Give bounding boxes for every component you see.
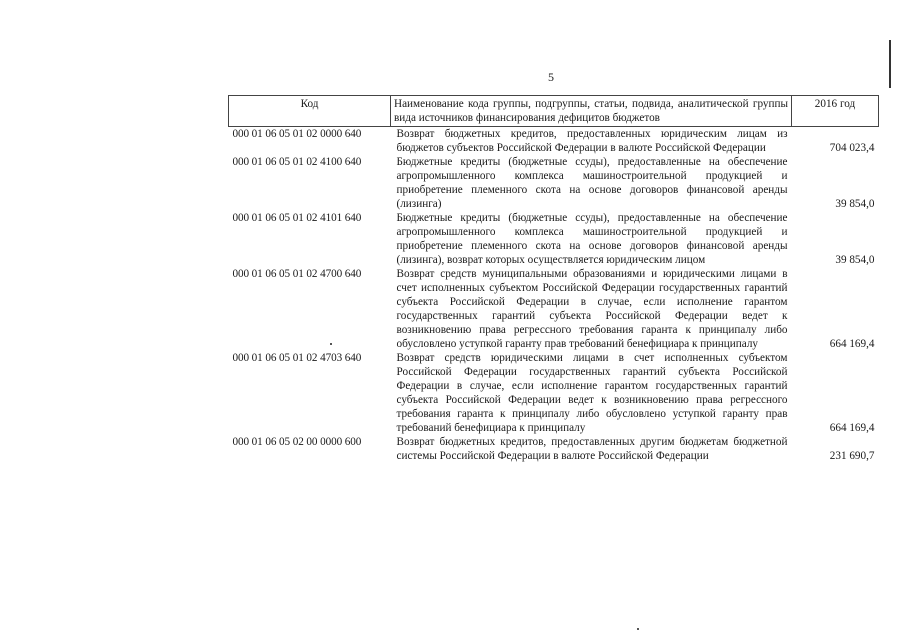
table-header-row — [229, 96, 879, 127]
row-name: Бюджетные кредиты (бюджетные ссуды), предоставленные на обеспечение агропромышленного комплекса машиностроительной продукцией и приобретение племенного скота на основе договоров финансовой аренды (лизинга), возврат которых осуществляется юридическим лицом — [396, 212, 788, 266]
row-code: 000 01 06 05 01 02 4100 640 — [232, 156, 362, 168]
table-row — [229, 267, 879, 351]
page-number: 5 — [548, 70, 554, 84]
row-code: 000 01 06 05 01 02 4703 640 — [232, 352, 362, 364]
row-code: 000 01 06 05 01 02 4101 640 — [232, 212, 362, 224]
budget-sources-table — [228, 95, 879, 463]
scan-speck — [637, 628, 639, 630]
row-value: 664 169,4 — [829, 422, 875, 434]
row-name: Возврат бюджетных кредитов, предоставленных юридическим лицам из бюджетов субъектов Российской Федерации в валюте Российской Федерации — [396, 128, 788, 154]
table-row — [229, 127, 879, 156]
row-value: 231 690,7 — [829, 450, 875, 462]
table-row — [229, 211, 879, 267]
table-row — [229, 435, 879, 463]
row-name: Возврат бюджетных кредитов, предоставленных другим бюджетам бюджетной системы Российской Федерации в валюте Российской Федерации — [396, 436, 788, 462]
header-year: 2016 год — [792, 96, 879, 127]
row-code: 000 01 06 05 01 02 4700 640 — [232, 268, 362, 280]
row-code: 000 01 06 05 02 00 0000 600 — [232, 436, 362, 448]
scan-edge-mark — [889, 40, 891, 88]
row-code: 000 01 06 05 01 02 0000 640 — [232, 128, 362, 140]
table-row — [229, 351, 879, 435]
row-value: 704 023,4 — [829, 142, 875, 154]
row-value: 39 854,0 — [835, 198, 875, 210]
header-code: Код — [229, 96, 391, 127]
row-name: Бюджетные кредиты (бюджетные ссуды), предоставленные на обеспечение агропромышленного комплекса машиностроительной продукцией и приобретение племенного скота на основе договоров финансовой аренды (лизинга) — [396, 156, 788, 210]
row-name: Возврат средств муниципальными образованиями и юридическими лицами в счет исполненных субъектом Российской Федерации государственных гарантий субъекта Российской Федерации в случае, если исполнение гарантом государственных гарантий субъекта Российской Федерации ведет к возникновению права регрессного требования гаранта к принципалу либо обусловлено уступкой гаранту прав требований бенефициара к принципалу — [396, 268, 788, 350]
row-name: Возврат средств юридическими лицами в счет исполненных субъектом Российской Федерации государственных гарантий субъекта Российской Федерации в случае, если исполнение гарантом государственных гарантий субъекта Российской Федерации ведет к возникновению права регрессного требования гаранта к принципалу либо обусловлено уступкой гаранту прав требований бенефициара к принципалу — [396, 352, 788, 434]
row-value: 39 854,0 — [835, 254, 875, 266]
row-value: 664 169,4 — [829, 338, 875, 350]
table-row — [229, 155, 879, 211]
header-name: Наименование кода группы, подгруппы, статьи, подвида, аналитической группы вида источников финансирования дефицитов бюджетов — [391, 96, 792, 127]
